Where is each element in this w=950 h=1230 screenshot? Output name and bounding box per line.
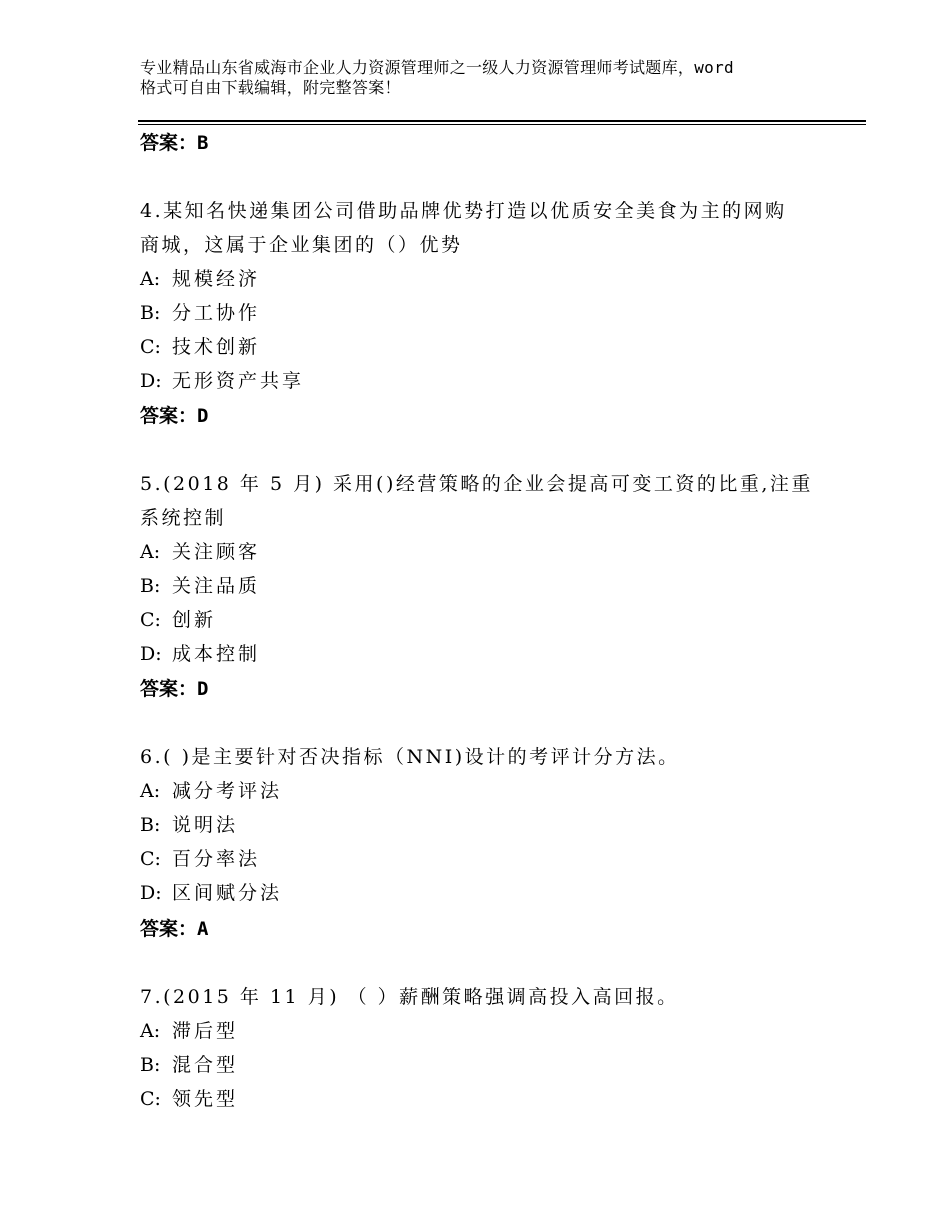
option-text: 说明法 <box>172 814 239 836</box>
option-label: D: <box>140 882 162 904</box>
header-divider-thick <box>138 120 866 122</box>
question-6-option-b <box>140 813 238 837</box>
question-6-option-a <box>140 779 282 803</box>
question-5-option-a <box>140 540 260 564</box>
question-4-option-c <box>140 335 260 359</box>
option-text: 混合型 <box>172 1054 239 1076</box>
option-label: B: <box>140 1054 161 1076</box>
question-6-answer: 答案：A <box>140 918 209 940</box>
question-4-stem-line-1: 4.某知名快递集团公司借助品牌优势打造以优质安全美食为主的网购 <box>140 200 787 222</box>
option-label: B: <box>140 814 161 836</box>
answer-prev: 答案：B <box>140 132 209 154</box>
option-text: 百分率法 <box>172 848 261 870</box>
header-line-1: 专业精品山东省威海市企业人力资源管理师之一级人力资源管理师考试题库，word <box>140 58 734 77</box>
option-label: A: <box>140 268 161 290</box>
question-4-option-b <box>140 301 260 325</box>
option-label: A: <box>140 541 161 563</box>
option-text: 领先型 <box>172 1088 239 1110</box>
option-label: B: <box>140 575 161 597</box>
option-label: C: <box>140 848 161 870</box>
option-label: C: <box>140 609 161 631</box>
question-7-option-a <box>140 1019 238 1043</box>
question-4-stem-line-2: 商城，这属于企业集团的（）优势 <box>140 234 463 256</box>
option-text: 滞后型 <box>172 1020 239 1042</box>
header-divider-thin <box>138 124 866 125</box>
option-label: C: <box>140 1088 161 1110</box>
question-5-option-d <box>140 642 260 666</box>
option-text: 成本控制 <box>172 643 261 665</box>
option-text: 无形资产共享 <box>172 370 305 392</box>
document-header <box>140 58 840 98</box>
option-label: A: <box>140 780 161 802</box>
question-6-stem-line-1: 6.( )是主要针对否决指标（NNI)设计的考评计分方法。 <box>140 746 680 768</box>
question-5-answer: 答案：D <box>140 678 209 700</box>
question-5-stem-line-1: 5.(2018 年 5 月) 采用()经营策略的企业会提高可变工资的比重,注重 <box>140 473 813 495</box>
question-6-option-c <box>140 847 260 871</box>
question-7-option-c <box>140 1087 238 1111</box>
question-4-answer: 答案：D <box>140 405 209 427</box>
option-text: 关注品质 <box>172 575 261 597</box>
question-4-option-d <box>140 369 304 393</box>
option-label: A: <box>140 1020 161 1042</box>
option-text: 区间赋分法 <box>172 882 283 904</box>
question-4-option-a <box>140 267 260 291</box>
option-text: 创新 <box>172 609 217 631</box>
option-label: B: <box>140 302 161 324</box>
option-text: 分工协作 <box>172 302 261 324</box>
option-label: D: <box>140 643 162 665</box>
question-6-option-d <box>140 881 282 905</box>
question-7-option-b <box>140 1053 238 1077</box>
question-5-stem-line-2: 系统控制 <box>140 507 227 529</box>
option-text: 关注顾客 <box>172 541 261 563</box>
option-label: C: <box>140 336 161 358</box>
option-label: D: <box>140 370 162 392</box>
option-text: 技术创新 <box>172 336 261 358</box>
option-text: 规模经济 <box>172 268 261 290</box>
question-5-option-b <box>140 574 260 598</box>
question-5-option-c <box>140 608 216 632</box>
question-7-stem-line-1: 7.(2015 年 11 月) （ ）薪酬策略强调高投入高回报。 <box>140 986 679 1008</box>
header-line-2: 格式可自由下载编辑，附完整答案！ <box>140 78 401 97</box>
option-text: 减分考评法 <box>172 780 283 802</box>
